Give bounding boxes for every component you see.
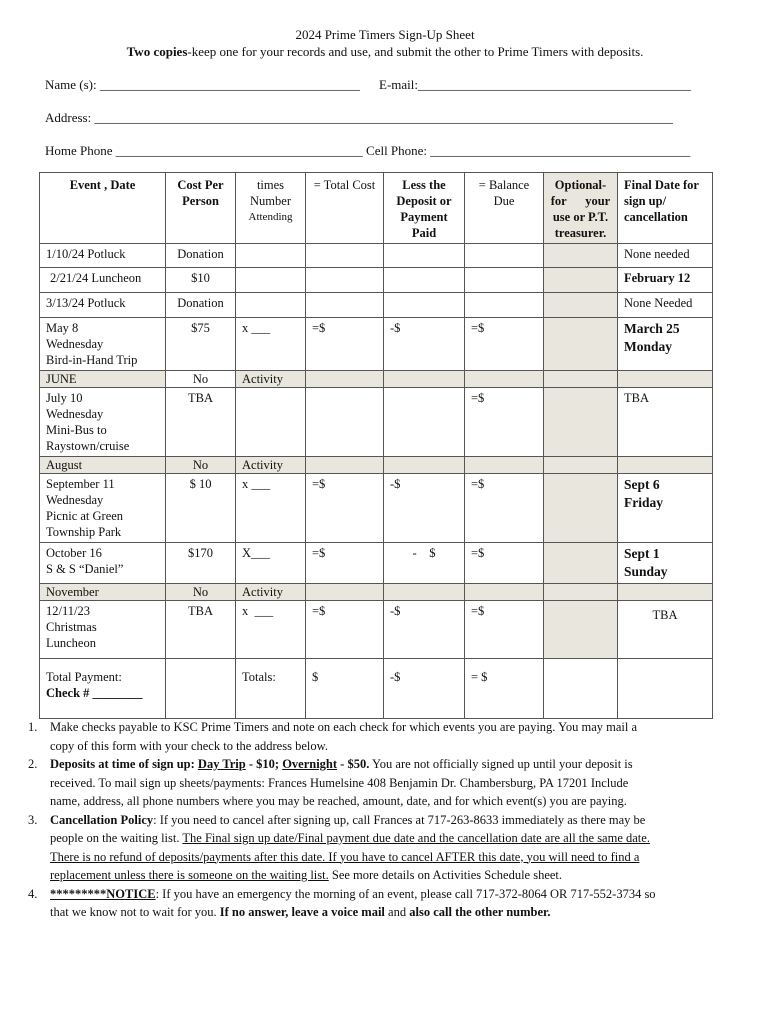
table-row: [40, 244, 713, 268]
cost-cell: No: [166, 457, 236, 474]
balance-cell: [465, 371, 544, 388]
table-row: [40, 318, 713, 371]
totals-total-cell[interactable]: $: [306, 659, 384, 719]
cost-cell: No: [166, 584, 236, 601]
optional-cell[interactable]: [544, 474, 618, 543]
event-cell: August: [40, 457, 166, 474]
less-cell[interactable]: [384, 388, 465, 457]
header-less: Less the Deposit or Payment Paid: [384, 173, 465, 244]
table-header-row: [40, 173, 713, 244]
final-date-cell: [618, 659, 713, 719]
final-date-cell: None needed: [618, 244, 713, 268]
event-cell: September 11 Wednesday Picnic at Green Township Park: [40, 474, 166, 543]
note-2: 2. Deposits at time of sign up: Day Trip - $10; Overnight - $50. You are not officially signed up until your deposit is received. To mail sign up sheets/payments: Frances Humelsine 408 Benjamin Dr. Chambersburg, PA 17201 Include name, address, all phone numbers where you may be reached, amount, date, and for which event(s) you are paying.: [28, 757, 633, 808]
less-cell[interactable]: - $: [384, 543, 465, 584]
final-date-cell: [618, 457, 713, 474]
balance-cell[interactable]: =$: [465, 318, 544, 371]
final-date-cell: Sept 1 Sunday: [618, 543, 713, 584]
total-cell[interactable]: =$: [306, 318, 384, 371]
times-cell[interactable]: [236, 244, 306, 268]
table-row: [40, 474, 713, 543]
times-cell: Activity: [236, 371, 306, 388]
note-4: 4. *********NOTICE: If you have an emergency the morning of an event, please call 717-372-8064 OR 717-552-3734 so that we know not to wait for you. If no answer, leave a voice mail and also call the other number.: [28, 886, 656, 919]
balance-cell[interactable]: =$: [465, 543, 544, 584]
optional-cell[interactable]: [544, 388, 618, 457]
address-field[interactable]: Address: _________________________________________________________________________________________: [45, 110, 673, 125]
final-date-cell: February 12: [618, 268, 713, 293]
optional-cell[interactable]: [544, 293, 618, 318]
totals-row: [40, 659, 713, 719]
balance-cell: [465, 457, 544, 474]
header-final-date: Final Date for sign up/ cancellation: [618, 173, 713, 244]
times-cell[interactable]: x ___: [236, 318, 306, 371]
final-date-cell: None Needed: [618, 293, 713, 318]
note-1: 1. Make checks payable to KSC Prime Timers and note on each check for which events you are paying. You may mail a copy of this form with your check to the address below.: [28, 720, 638, 753]
optional-cell: [544, 457, 618, 474]
optional-cell[interactable]: [544, 543, 618, 584]
balance-cell[interactable]: =$: [465, 601, 544, 659]
table-row: [40, 388, 713, 457]
total-payment-cell[interactable]: Total Payment: Check # ________: [40, 659, 166, 719]
event-cell: JUNE: [40, 371, 166, 388]
less-cell[interactable]: -$: [384, 474, 465, 543]
balance-cell: [465, 584, 544, 601]
table-row: [40, 543, 713, 584]
less-cell[interactable]: -$: [384, 601, 465, 659]
cost-cell: $ 10: [166, 474, 236, 543]
total-cell[interactable]: [306, 388, 384, 457]
optional-cell[interactable]: [544, 601, 618, 659]
times-cell: Activity: [236, 457, 306, 474]
total-cell[interactable]: =$: [306, 474, 384, 543]
subtitle-text: -keep one for your records and use, and submit the other to Prime Timers with deposits.: [187, 44, 644, 59]
event-cell: July 10 Wednesday Mini-Bus to Raystown/cruise: [40, 388, 166, 457]
cost-cell: $170: [166, 543, 236, 584]
times-cell[interactable]: [236, 293, 306, 318]
times-cell[interactable]: X___: [236, 543, 306, 584]
total-cell: [306, 457, 384, 474]
times-cell[interactable]: [236, 388, 306, 457]
balance-cell[interactable]: [465, 268, 544, 293]
table-row: [40, 371, 713, 388]
header-optional: Optional- for your use or P.T. treasurer.: [544, 173, 618, 244]
note-3: 3. Cancellation Policy: If you need to cancel after signing up, call Frances at 717-263-8633 immediately as there may be people on the waiting list. The Final sign up date/Final payment due date and the cancellation date are all the same date. There is no refund of deposits/payments after this date. If you have to cancel AFTER this date, you will need to find a replacement unless there is someone on the waiting list. See more details on Activities Schedule sheet.: [28, 812, 650, 882]
header-cost: Cost Per Person: [166, 173, 236, 244]
event-cell: November: [40, 584, 166, 601]
event-cell: May 8 Wednesday Bird-in-Hand Trip: [40, 318, 166, 371]
final-date-cell: [618, 371, 713, 388]
final-date-cell: March 25 Monday: [618, 318, 713, 371]
name-field[interactable]: Name (s): ________________________________________: [45, 77, 360, 92]
optional-cell[interactable]: [544, 244, 618, 268]
final-date-cell: TBA: [618, 388, 713, 457]
final-date-cell: [618, 584, 713, 601]
optional-cell: [544, 659, 618, 719]
final-date-cell: Sept 6 Friday: [618, 474, 713, 543]
cost-cell: [166, 659, 236, 719]
times-cell[interactable]: [236, 268, 306, 293]
total-cell: [306, 584, 384, 601]
instructions-list: [28, 718, 728, 922]
times-cell[interactable]: x ___: [236, 474, 306, 543]
optional-cell[interactable]: [544, 268, 618, 293]
phone-fields[interactable]: Home Phone ______________________________________ Cell Phone: ________________________________________: [45, 143, 691, 158]
less-cell: [384, 457, 465, 474]
balance-cell[interactable]: [465, 244, 544, 268]
cost-cell: Donation: [166, 244, 236, 268]
totals-balance-cell[interactable]: = $: [465, 659, 544, 719]
total-cell[interactable]: [306, 268, 384, 293]
event-cell: 3/13/24 Potluck: [40, 293, 166, 318]
cost-cell: $75: [166, 318, 236, 371]
table-row: [40, 293, 713, 318]
totals-less-cell[interactable]: -$: [384, 659, 465, 719]
cost-cell: TBA: [166, 601, 236, 659]
times-cell[interactable]: x ___: [236, 601, 306, 659]
times-cell: Activity: [236, 584, 306, 601]
total-cell: [306, 371, 384, 388]
table-row: [40, 601, 713, 659]
cost-cell: $10: [166, 268, 236, 293]
table-row: [40, 457, 713, 474]
event-cell: 12/11/23 Christmas Luncheon: [40, 601, 166, 659]
header-event: Event , Date: [40, 173, 166, 244]
less-cell: [384, 584, 465, 601]
header-total: = Total Cost: [306, 173, 384, 244]
less-cell[interactable]: [384, 293, 465, 318]
less-cell[interactable]: -$: [384, 318, 465, 371]
cost-cell: No: [166, 371, 236, 388]
total-cell[interactable]: =$: [306, 601, 384, 659]
optional-cell: [544, 371, 618, 388]
table-row: [40, 584, 713, 601]
signup-table: [39, 172, 713, 719]
page-title: 2024 Prime Timers Sign-Up Sheet: [295, 27, 475, 42]
total-cell[interactable]: [306, 244, 384, 268]
total-cell[interactable]: [306, 293, 384, 318]
totals-label: Totals:: [236, 659, 306, 719]
total-cell[interactable]: =$: [306, 543, 384, 584]
cost-cell: TBA: [166, 388, 236, 457]
email-field[interactable]: E-mail:__________________________________________: [379, 77, 691, 92]
header-times: times Number Attending: [236, 173, 306, 244]
balance-cell[interactable]: =$: [465, 474, 544, 543]
balance-cell[interactable]: [465, 293, 544, 318]
table-row: [40, 268, 713, 293]
event-cell: 2/21/24 Luncheon: [40, 268, 166, 293]
event-cell: 1/10/24 Potluck: [40, 244, 166, 268]
header-balance: = Balance Due: [465, 173, 544, 244]
balance-cell[interactable]: =$: [465, 388, 544, 457]
optional-cell: [544, 584, 618, 601]
less-cell[interactable]: [384, 244, 465, 268]
subtitle-bold: Two copies: [126, 44, 188, 59]
less-cell: [384, 371, 465, 388]
final-date-cell: TBA: [618, 601, 713, 659]
cost-cell: Donation: [166, 293, 236, 318]
event-cell: October 16 S & S “Daniel”: [40, 543, 166, 584]
optional-cell[interactable]: [544, 318, 618, 371]
page-subtitle: [0, 44, 770, 60]
less-cell[interactable]: [384, 268, 465, 293]
